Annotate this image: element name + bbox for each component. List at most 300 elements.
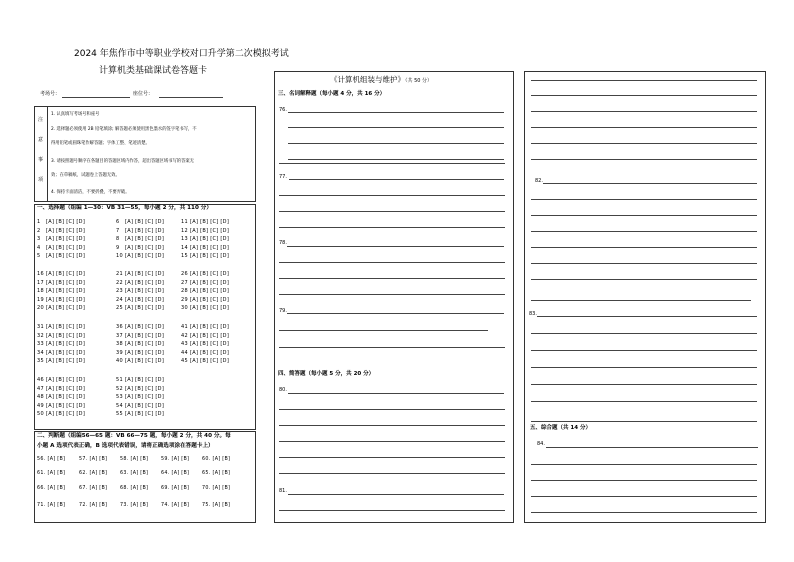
answer-line[interactable] xyxy=(279,211,505,212)
answer-line[interactable] xyxy=(279,409,505,410)
choice-question-row[interactable] xyxy=(181,325,229,330)
choice-question-row[interactable] xyxy=(116,387,164,392)
answer-line[interactable] xyxy=(279,278,505,279)
question-number: 59. xyxy=(161,457,170,462)
answer-line[interactable] xyxy=(279,441,505,442)
answer-line[interactable] xyxy=(531,263,757,264)
answer-line[interactable] xyxy=(288,112,504,113)
choice-question-row[interactable] xyxy=(181,359,229,364)
judge-options[interactable]: [A] [B] xyxy=(130,457,149,462)
question-number: 34 xyxy=(37,349,44,356)
choice-options[interactable]: [A] [B] [C] [D] xyxy=(125,271,165,277)
choice-options[interactable]: [A] [B] [C] [D] xyxy=(125,219,165,225)
question-number: 17 xyxy=(37,279,44,286)
choice-question-row[interactable] xyxy=(37,395,85,400)
question-79-label: 79. xyxy=(279,308,287,314)
question-number: 14 xyxy=(181,244,188,251)
answer-line[interactable] xyxy=(288,143,504,144)
judge-options[interactable]: [A] [B] xyxy=(89,486,108,491)
seat-field[interactable] xyxy=(159,97,223,98)
question-number: 57. xyxy=(79,457,88,462)
choice-options[interactable]: [A] [B] [C] [D] xyxy=(190,358,230,365)
choice-question-row[interactable] xyxy=(181,351,229,356)
choice-question-row[interactable] xyxy=(181,220,229,225)
choice-options[interactable]: [A] [B] [C] [D] xyxy=(46,394,86,401)
judge-question[interactable] xyxy=(120,458,148,463)
choice-options[interactable]: [A] [B] [C] [D] xyxy=(46,305,86,312)
judge-question[interactable] xyxy=(120,472,148,477)
answer-line[interactable] xyxy=(531,480,757,481)
question-number: 8 xyxy=(116,236,120,243)
answer-line[interactable] xyxy=(279,473,505,474)
judge-options[interactable]: [A] [B] xyxy=(171,457,190,462)
choice-options[interactable]: [A] [B] [C] [D] xyxy=(46,271,86,277)
question-number: 41 xyxy=(181,324,188,330)
choice-options[interactable]: [A] [B] [C] [D] xyxy=(190,349,230,356)
judge-options[interactable]: [A] [B] xyxy=(212,457,231,462)
choice-options[interactable]: [A] [B] [C] [D] xyxy=(46,349,86,356)
judge-question[interactable] xyxy=(202,504,230,509)
answer-line[interactable] xyxy=(279,195,505,196)
question-number: 6 xyxy=(116,219,120,225)
exam-room-field[interactable] xyxy=(62,97,130,98)
choice-question-row[interactable] xyxy=(181,298,229,303)
question-number: 12 xyxy=(181,227,188,234)
choice-options[interactable]: [A] [B] [C] [D] xyxy=(46,288,86,295)
choice-options[interactable]: [A] [B] [C] [D] xyxy=(125,358,165,365)
choice-question-row[interactable] xyxy=(116,306,164,311)
choice-question-row[interactable] xyxy=(37,298,85,303)
answer-line[interactable] xyxy=(288,494,504,495)
choice-question-row[interactable] xyxy=(37,404,85,409)
notice-char-4: 项 xyxy=(38,177,44,183)
choice-options[interactable]: [A] [B] [C] [D] xyxy=(190,324,230,330)
question-number: 33 xyxy=(37,341,44,348)
judge-question[interactable] xyxy=(161,458,189,463)
judge-options[interactable]: [A] [B] xyxy=(171,486,190,491)
notice-item: 3. 请按照题号顺序在各题目的答题区域内作答，超出答题区域书写的答案无 xyxy=(51,159,194,164)
choice-question-row[interactable] xyxy=(116,281,164,286)
question-number: 13 xyxy=(181,236,188,243)
question-number: 73. xyxy=(120,503,129,508)
choice-question-row[interactable] xyxy=(116,351,164,356)
answer-line[interactable] xyxy=(288,393,504,394)
question-number: 67. xyxy=(79,486,88,491)
answer-line[interactable] xyxy=(279,510,505,511)
choice-options[interactable]: [A] [B] [C] [D] xyxy=(46,296,86,303)
judge-question[interactable] xyxy=(161,472,189,477)
question-number: 38 xyxy=(116,341,123,348)
choice-options[interactable]: [A] [B] [C] [D] xyxy=(125,305,165,312)
answer-line[interactable] xyxy=(531,279,757,280)
question-84-label: 84. xyxy=(537,441,545,447)
choice-options[interactable]: [A] [B] [C] [D] xyxy=(190,219,230,225)
question-number: 21 xyxy=(116,271,123,277)
judge-options[interactable]: [A] [B] xyxy=(130,503,149,508)
notice-box xyxy=(34,106,256,202)
answer-line[interactable] xyxy=(531,384,757,385)
choice-question-row[interactable] xyxy=(116,237,164,242)
choice-question-row[interactable] xyxy=(116,378,164,383)
question-number: 16 xyxy=(37,271,44,277)
choice-options[interactable]: [A] [B] [C] [D] xyxy=(46,332,86,339)
choice-question-row[interactable] xyxy=(181,342,229,347)
notice-char-3: 事 xyxy=(38,157,44,163)
question-number: 65. xyxy=(202,471,211,476)
choice-options[interactable]: [A] [B] [C] [D] xyxy=(46,385,86,392)
answer-line[interactable] xyxy=(531,333,757,334)
judge-question[interactable] xyxy=(79,504,107,509)
judge-options[interactable]: [A] [B] xyxy=(89,457,108,462)
question-number: 27 xyxy=(181,279,188,286)
choice-question-row[interactable] xyxy=(37,351,85,356)
answer-line[interactable] xyxy=(531,247,757,248)
exam-room-label: 考场号： xyxy=(40,91,61,97)
judge-options[interactable]: [A] [B] xyxy=(171,503,190,508)
right-answer-box xyxy=(524,71,766,523)
choice-question-row[interactable] xyxy=(37,325,85,330)
question-number: 43 xyxy=(181,341,188,348)
judge-options[interactable]: [A] [B] xyxy=(47,503,66,508)
question-number: 40 xyxy=(116,358,123,365)
notice-item: 4. 保持卡面清洁，不要折叠，不要弄破。 xyxy=(51,190,130,195)
answer-line[interactable] xyxy=(531,111,757,112)
notice-item: 2. 选择题必须使用 2B 铅笔填涂; 解答题必须使用黑色墨水的签字笔书写，不 xyxy=(51,127,197,132)
choice-question-row[interactable] xyxy=(116,289,164,294)
question-number: 75. xyxy=(202,503,211,508)
judge-question[interactable] xyxy=(79,458,107,463)
question-81-label: 81. xyxy=(279,488,287,494)
judge-options[interactable]: [A] [B] xyxy=(47,471,66,476)
choice-question-row[interactable] xyxy=(37,272,85,277)
judge-question[interactable] xyxy=(37,472,65,477)
choice-options[interactable]: [A] [B] [C] [D] xyxy=(46,341,86,348)
question-80-label: 80. xyxy=(279,387,287,393)
judge-options[interactable]: [A] [B] xyxy=(212,503,231,508)
choice-question-row[interactable] xyxy=(37,412,85,417)
judge-options[interactable]: [A] [B] xyxy=(130,486,149,491)
choice-question-row[interactable] xyxy=(181,237,229,242)
question-number: 51 xyxy=(116,377,123,383)
choice-options[interactable]: [A] [B] [C] [D] xyxy=(125,402,165,409)
choice-options[interactable]: [A] [B] [C] [D] xyxy=(125,377,165,383)
choice-question-row[interactable] xyxy=(116,298,164,303)
answer-line[interactable] xyxy=(279,163,505,164)
choice-question-row[interactable] xyxy=(37,306,85,311)
question-number: 47 xyxy=(37,385,44,392)
answer-line[interactable] xyxy=(279,330,488,331)
question-number: 42 xyxy=(181,332,188,339)
choice-question-row[interactable] xyxy=(116,246,164,251)
question-number: 49 xyxy=(37,402,44,409)
question-number: 15 xyxy=(181,253,188,260)
choice-options[interactable]: [A] [B] [C] [D] xyxy=(46,324,86,330)
seat-label: 座位号： xyxy=(133,91,154,97)
judge-question[interactable] xyxy=(79,487,107,492)
choice-question-row[interactable] xyxy=(116,359,164,364)
choice-options[interactable]: [A] [B] [C] [D] xyxy=(125,341,165,348)
question-number: 54 xyxy=(116,402,123,409)
judge-options[interactable]: [A] [B] xyxy=(130,471,149,476)
choice-options[interactable]: [A] [B] [C] [D] xyxy=(46,219,86,225)
judge-question[interactable] xyxy=(79,472,107,477)
judge-question[interactable] xyxy=(37,504,65,509)
notice-char-2: 意 xyxy=(38,137,44,143)
question-number: 46 xyxy=(37,377,44,383)
choice-options[interactable]: [A] [B] [C] [D] xyxy=(125,236,165,243)
course-title xyxy=(330,76,432,84)
answer-line[interactable] xyxy=(531,127,757,128)
answer-line[interactable] xyxy=(531,512,757,513)
choice-question-row[interactable] xyxy=(116,404,164,409)
answer-line[interactable] xyxy=(279,425,505,426)
question-83-label: 83. xyxy=(529,311,537,317)
question-number: 61. xyxy=(37,471,46,476)
question-76-label: 76. xyxy=(279,107,287,113)
choice-question-row[interactable] xyxy=(116,325,164,330)
choice-question-row[interactable] xyxy=(116,220,164,225)
choice-options[interactable]: [A] [B] [C] [D] xyxy=(46,244,86,251)
answer-line[interactable] xyxy=(531,159,757,160)
choice-options[interactable]: [A] [B] [C] [D] xyxy=(46,236,86,243)
choice-question-row[interactable] xyxy=(116,395,164,400)
choice-options[interactable]: [A] [B] [C] [D] xyxy=(190,253,230,260)
answer-line[interactable] xyxy=(531,496,757,497)
question-number: 39 xyxy=(116,349,123,356)
section1-heading: 一、选择题（组编 1—30：VB 31—55，每小题 2 分，共 110 分） xyxy=(37,205,212,211)
judge-question[interactable] xyxy=(202,472,230,477)
choice-question-row[interactable] xyxy=(37,220,85,225)
choice-options[interactable]: [A] [B] [C] [D] xyxy=(125,227,165,234)
judge-question[interactable] xyxy=(37,487,65,492)
choice-question-row[interactable] xyxy=(116,229,164,234)
choice-question-row[interactable] xyxy=(181,272,229,277)
answer-line[interactable] xyxy=(531,421,757,422)
choice-question-row[interactable] xyxy=(37,289,85,294)
answer-line[interactable] xyxy=(288,159,504,160)
answer-line[interactable] xyxy=(543,183,757,184)
choice-question-row[interactable] xyxy=(37,237,85,242)
section5-heading: 五、综合题（共 14 分） xyxy=(530,425,591,431)
choice-options[interactable]: [A] [B] [C] [D] xyxy=(190,341,230,348)
question-number: 53 xyxy=(116,394,123,401)
answer-line[interactable] xyxy=(531,215,757,216)
question-number: 68. xyxy=(120,486,129,491)
answer-line[interactable] xyxy=(279,294,505,295)
answer-line[interactable] xyxy=(531,231,757,232)
choice-question-row[interactable] xyxy=(116,272,164,277)
answer-line[interactable] xyxy=(531,80,757,81)
choice-options[interactable]: [A] [B] [C] [D] xyxy=(125,332,165,339)
notice-item: 1. 认真填写考场号和座号 xyxy=(51,112,100,117)
choice-options[interactable]: [A] [B] [C] [D] xyxy=(46,411,86,418)
choice-options[interactable]: [A] [B] [C] [D] xyxy=(190,271,230,277)
answer-line[interactable] xyxy=(288,127,504,128)
choice-options[interactable]: [A] [B] [C] [D] xyxy=(125,385,165,392)
choice-question-row[interactable] xyxy=(181,334,229,339)
question-number: 10 xyxy=(116,253,123,260)
answer-line[interactable] xyxy=(289,179,504,180)
choice-options[interactable]: [A] [B] [C] [D] xyxy=(46,402,86,409)
answer-line[interactable] xyxy=(531,401,757,402)
answer-line[interactable] xyxy=(537,316,757,317)
answer-line[interactable] xyxy=(287,246,504,247)
notice-item: 效；在草稿纸、试题卷上答题无效。 xyxy=(51,173,120,178)
choice-question-row[interactable] xyxy=(181,246,229,251)
question-number: 48 xyxy=(37,394,44,401)
judge-options[interactable]: [A] [B] xyxy=(212,486,231,491)
answer-line[interactable] xyxy=(279,457,505,458)
answer-line[interactable] xyxy=(531,367,757,368)
choice-options[interactable]: [A] [B] [C] [D] xyxy=(125,394,165,401)
answer-line[interactable] xyxy=(279,262,505,263)
notice-divider xyxy=(47,107,48,201)
question-number: 26 xyxy=(181,271,188,277)
question-number: 9 xyxy=(116,244,120,251)
question-number: 23 xyxy=(116,288,123,295)
judge-options[interactable]: [A] [B] xyxy=(89,471,108,476)
choice-options[interactable]: [A] [B] [C] [D] xyxy=(125,324,165,330)
question-number: 3 xyxy=(37,236,41,243)
choice-question-row[interactable] xyxy=(37,254,85,259)
section2-heading-line1: 二、判断题（组编56—65 题：VB 66—75 题，每小题 2 分，共 40 分。每 xyxy=(37,433,231,439)
judge-question[interactable] xyxy=(161,487,189,492)
choice-question-row[interactable] xyxy=(37,246,85,251)
question-number: 52 xyxy=(116,385,123,392)
question-number: 18 xyxy=(37,288,44,295)
choice-question-row[interactable] xyxy=(116,412,164,417)
choice-question-row[interactable] xyxy=(181,289,229,294)
exam-title-line2: 计算机类基础课试卷答题卡 xyxy=(99,66,208,76)
judge-options[interactable]: [A] [B] xyxy=(171,471,190,476)
judge-options[interactable]: [A] [B] xyxy=(47,486,66,491)
choice-question-row[interactable] xyxy=(181,281,229,286)
choice-options[interactable]: [A] [B] [C] [D] xyxy=(125,349,165,356)
question-number: 1 xyxy=(37,219,41,225)
choice-options[interactable]: [A] [B] [C] [D] xyxy=(190,236,230,243)
question-number: 32 xyxy=(37,332,44,339)
choice-question-row[interactable] xyxy=(37,359,85,364)
choice-options[interactable]: [A] [B] [C] [D] xyxy=(125,296,165,303)
exam-title-line1: 2024 年焦作市中等职业学校对口升学第二次模拟考试 xyxy=(74,49,289,59)
question-number: 30 xyxy=(181,305,188,312)
question-number: 74. xyxy=(161,503,170,508)
judge-question[interactable] xyxy=(37,458,65,463)
answer-line[interactable] xyxy=(546,447,758,448)
choice-options[interactable]: [A] [B] [C] [D] xyxy=(190,305,230,312)
choice-options[interactable]: [A] [B] [C] [D] xyxy=(125,288,165,295)
choice-options[interactable]: [A] [B] [C] [D] xyxy=(190,288,230,295)
question-number: 60. xyxy=(202,457,211,462)
choice-question-row[interactable] xyxy=(181,229,229,234)
choice-options[interactable]: [A] [B] [C] [D] xyxy=(125,279,165,286)
question-number: 28 xyxy=(181,288,188,295)
notice-item: 得用铅笔或圆珠笔作解答题；字体工整、笔迹清楚。 xyxy=(51,141,150,146)
question-number: 37 xyxy=(116,332,123,339)
choice-question-row[interactable] xyxy=(181,306,229,311)
judge-options[interactable]: [A] [B] xyxy=(89,503,108,508)
choice-options[interactable]: [A] [B] [C] [D] xyxy=(46,227,86,234)
answer-line[interactable] xyxy=(531,143,757,144)
course-points: （共 50 分） xyxy=(405,78,433,84)
question-number: 62. xyxy=(79,471,88,476)
question-number: 63. xyxy=(120,471,129,476)
question-number: 22 xyxy=(116,279,123,286)
course-name: 《计算机组装与维护》 xyxy=(330,75,405,84)
notice-char-1: 注 xyxy=(38,117,44,123)
choice-question-row[interactable] xyxy=(37,334,85,339)
question-number: 50 xyxy=(37,411,44,418)
choice-question-row[interactable] xyxy=(181,254,229,259)
judge-question[interactable] xyxy=(202,458,230,463)
question-number: 24 xyxy=(116,296,123,303)
choice-options[interactable]: [A] [B] [C] [D] xyxy=(190,227,230,234)
question-number: 25 xyxy=(116,305,123,312)
choice-question-row[interactable] xyxy=(37,281,85,286)
question-number: 58. xyxy=(120,457,129,462)
choice-question-row[interactable] xyxy=(116,334,164,339)
choice-options[interactable]: [A] [B] [C] [D] xyxy=(46,279,86,286)
judge-options[interactable]: [A] [B] xyxy=(47,457,66,462)
choice-options[interactable]: [A] [B] [C] [D] xyxy=(46,377,86,383)
answer-line[interactable] xyxy=(531,300,751,301)
choice-question-row[interactable] xyxy=(37,387,85,392)
question-number: 45 xyxy=(181,358,188,365)
middle-answer-box xyxy=(274,71,514,523)
choice-options[interactable]: [A] [B] [C] [D] xyxy=(190,332,230,339)
choice-question-row[interactable] xyxy=(37,229,85,234)
answer-line[interactable] xyxy=(531,199,757,200)
answer-line[interactable] xyxy=(531,464,757,465)
judge-options[interactable]: [A] [B] xyxy=(212,471,231,476)
section3-heading: 三、名词解释题（每小题 4 分，共 16 分） xyxy=(278,91,386,97)
section2-heading-line2: 小题 A 选项代表正确，B 选项代表错误，请将正确选项涂在答题卡上） xyxy=(37,443,214,449)
judge-question[interactable] xyxy=(120,487,148,492)
question-number: 19 xyxy=(37,296,44,303)
choice-question-row[interactable] xyxy=(116,342,164,347)
answer-line[interactable] xyxy=(531,95,757,96)
choice-question-row[interactable] xyxy=(37,378,85,383)
question-number: 55 xyxy=(116,411,123,418)
question-82-label: 82. xyxy=(535,178,543,184)
judge-question[interactable] xyxy=(120,504,148,509)
choice-options[interactable]: [A] [B] [C] [D] xyxy=(125,244,165,251)
choice-options[interactable]: [A] [B] [C] [D] xyxy=(190,279,230,286)
question-number: 64. xyxy=(161,471,170,476)
choice-options[interactable]: [A] [B] [C] [D] xyxy=(190,296,230,303)
question-number: 72. xyxy=(79,503,88,508)
question-number: 36 xyxy=(116,324,123,330)
choice-question-row[interactable] xyxy=(116,254,164,259)
choice-options[interactable]: [A] [B] [C] [D] xyxy=(125,411,165,418)
answer-line[interactable] xyxy=(531,350,757,351)
choice-options[interactable]: [A] [B] [C] [D] xyxy=(46,253,86,260)
question-number: 56. xyxy=(37,457,46,462)
answer-line[interactable] xyxy=(279,347,505,348)
question-number: 5 xyxy=(37,253,41,260)
choice-options[interactable]: [A] [B] [C] [D] xyxy=(46,358,86,365)
choice-options[interactable]: [A] [B] [C] [D] xyxy=(190,244,230,251)
answer-line[interactable] xyxy=(279,227,505,228)
judge-question[interactable] xyxy=(161,504,189,509)
question-77-label: 77. xyxy=(279,174,287,180)
choice-options[interactable]: [A] [B] [C] [D] xyxy=(125,253,165,260)
judge-question[interactable] xyxy=(202,487,230,492)
question-number: 69. xyxy=(161,486,170,491)
choice-question-row[interactable] xyxy=(37,342,85,347)
question-number: 4 xyxy=(37,244,41,251)
answer-line[interactable] xyxy=(287,313,504,314)
